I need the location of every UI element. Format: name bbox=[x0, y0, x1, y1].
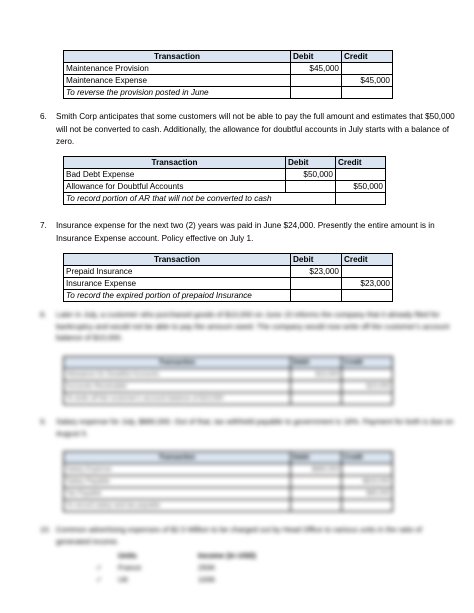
credit-cell bbox=[342, 464, 393, 476]
debit-cell bbox=[291, 476, 342, 488]
empty-cell bbox=[342, 393, 393, 405]
credit-cell: $815,000 bbox=[342, 476, 393, 488]
table-header-row bbox=[64, 157, 386, 169]
memo-cell: To record the expired portion of prepaiod Insurance bbox=[64, 290, 291, 302]
debit-cell bbox=[291, 75, 342, 87]
empty-cell bbox=[291, 290, 342, 302]
item-number: 8. bbox=[40, 310, 47, 319]
account-cell: Bad Debt Expense bbox=[64, 169, 286, 181]
table-header-row bbox=[64, 452, 393, 464]
empty-cell bbox=[342, 290, 393, 302]
item-6 bbox=[40, 111, 458, 149]
item-number: 6. bbox=[40, 112, 47, 121]
debit-cell bbox=[291, 488, 342, 500]
header-debit: Debit bbox=[291, 51, 342, 63]
debit-cell: $880,000 bbox=[291, 464, 342, 476]
journal-table-9 bbox=[63, 451, 393, 512]
memo-row bbox=[64, 393, 393, 405]
header-credit: Credit bbox=[342, 452, 393, 464]
header-credit: Credit bbox=[342, 51, 393, 63]
credit-cell: $50,000 bbox=[336, 181, 386, 193]
item-number: 9. bbox=[40, 417, 47, 426]
header-transaction: Transaction bbox=[64, 357, 291, 369]
checkmark-icon: ✓ bbox=[96, 563, 103, 572]
unit-name: France bbox=[118, 563, 142, 572]
header-income: Income (in USD) bbox=[198, 551, 256, 560]
header-debit: Debit bbox=[286, 157, 336, 169]
account-cell: Accounts Receivable bbox=[64, 381, 291, 393]
credit-cell bbox=[342, 63, 393, 75]
item-text: Insurance expense for the next two (2) years was paid in June $24,000. Presently the entire amount is in Insurance Expense account. Policy effective on July 1. bbox=[56, 221, 435, 243]
credit-cell bbox=[336, 169, 386, 181]
account-cell: Allowance for Doubtful Accounts bbox=[64, 181, 286, 193]
item-text: Later in July, a customer who purchased goods of $10,000 on June 15 informs the company that it already filed for bankruptcy and would not be able to pay the amount owed. The company would now write off the customer's account balance of $10,000. bbox=[56, 310, 450, 342]
unit-income: 100K bbox=[198, 575, 216, 584]
credit-cell bbox=[342, 369, 393, 381]
memo-cell: To record portion of AR that will not be converted to cash bbox=[64, 193, 336, 205]
account-cell: Salary Expense bbox=[64, 464, 291, 476]
debit-cell: $45,000 bbox=[291, 63, 342, 75]
empty-cell bbox=[336, 193, 386, 205]
empty-cell bbox=[291, 87, 342, 99]
memo-row bbox=[64, 290, 393, 302]
header-transaction: Transaction bbox=[64, 51, 291, 63]
credit-cell: $23,000 bbox=[342, 278, 393, 290]
item-number: 10. bbox=[40, 525, 51, 534]
journal-table-7 bbox=[63, 253, 393, 302]
header-debit: Debit bbox=[291, 357, 342, 369]
credit-cell: $45,000 bbox=[342, 75, 393, 87]
header-debit: Debit bbox=[291, 254, 342, 266]
table-row bbox=[64, 266, 393, 278]
account-cell: Salary Payable bbox=[64, 476, 291, 488]
unit-income: 250K bbox=[198, 563, 216, 572]
table-row bbox=[64, 464, 393, 476]
item-10 bbox=[40, 524, 458, 547]
memo-row bbox=[64, 193, 386, 205]
credit-cell: $10,000 bbox=[342, 381, 393, 393]
empty-cell bbox=[342, 500, 393, 512]
journal-table-5 bbox=[63, 50, 393, 99]
header-credit: Credit bbox=[336, 157, 386, 169]
list-header bbox=[96, 550, 296, 562]
account-cell: Maintenance Provision bbox=[64, 63, 291, 75]
memo-cell: To write off the customer's account balance of $10,000 bbox=[64, 393, 291, 405]
credit-cell bbox=[342, 266, 393, 278]
table-row bbox=[64, 181, 386, 193]
memo-cell: To record salary and tax payable bbox=[64, 500, 291, 512]
debit-cell bbox=[291, 381, 342, 393]
table-row bbox=[64, 63, 393, 75]
item-text: Smith Corp anticipates that some customers will not be able to pay the full amount and estimates that $50,000 will not be converted to cash. Additionally, the allowance for doubtful accounts in July starts with a balance of zero. bbox=[56, 112, 455, 146]
journal-table-8 bbox=[63, 356, 393, 405]
table-header-row bbox=[64, 357, 393, 369]
header-transaction: Transaction bbox=[64, 254, 291, 266]
table-row bbox=[64, 369, 393, 381]
header-credit: Credit bbox=[342, 254, 393, 266]
journal-table-6 bbox=[63, 156, 386, 205]
empty-cell bbox=[291, 500, 342, 512]
list-item bbox=[96, 574, 296, 586]
unit-name: UK bbox=[118, 575, 129, 584]
account-cell: Tax Payable bbox=[64, 488, 291, 500]
debit-cell bbox=[291, 278, 342, 290]
item-text: Common advertising expenses of $2.5 Million to be charged out by Head Office to various units in the ratio of generated income. bbox=[56, 525, 422, 546]
empty-cell bbox=[291, 393, 342, 405]
account-cell: Maintenance Expense bbox=[64, 75, 291, 87]
item-8 bbox=[40, 309, 458, 344]
table-header-row bbox=[64, 51, 393, 63]
item-7 bbox=[40, 220, 458, 245]
table-row bbox=[64, 278, 393, 290]
debit-cell bbox=[286, 181, 336, 193]
units-list bbox=[96, 550, 296, 586]
debit-cell: $10,000 bbox=[291, 369, 342, 381]
item-text: Salary expense for July, $880,000. Out of that, tax withheld payable to government is 18%. Payment for both is due on August 5. bbox=[56, 417, 454, 438]
debit-cell: $23,000 bbox=[291, 266, 342, 278]
memo-row bbox=[64, 87, 393, 99]
account-cell: Prepaid Insurance bbox=[64, 266, 291, 278]
header-credit: Credit bbox=[342, 357, 393, 369]
debit-cell: $50,000 bbox=[286, 169, 336, 181]
credit-cell: $65,000 bbox=[342, 488, 393, 500]
table-row bbox=[64, 476, 393, 488]
item-9 bbox=[40, 416, 458, 439]
memo-row bbox=[64, 500, 393, 512]
table-header-row bbox=[64, 254, 393, 266]
header-transaction: Transaction bbox=[64, 157, 286, 169]
account-cell: Allowance for Doubtful Accounts bbox=[64, 369, 291, 381]
header-units: Units bbox=[118, 551, 137, 560]
table-row bbox=[64, 488, 393, 500]
checkmark-icon: ✓ bbox=[96, 575, 103, 584]
header-debit: Debit bbox=[291, 452, 342, 464]
item-number: 7. bbox=[40, 221, 47, 230]
list-item bbox=[96, 562, 296, 574]
table-row bbox=[64, 381, 393, 393]
table-row bbox=[64, 169, 386, 181]
table-row bbox=[64, 75, 393, 87]
header-transaction: Transaction bbox=[64, 452, 291, 464]
memo-cell: To reverse the provision posted in June bbox=[64, 87, 291, 99]
empty-cell bbox=[342, 87, 393, 99]
account-cell: Insurance Expense bbox=[64, 278, 291, 290]
